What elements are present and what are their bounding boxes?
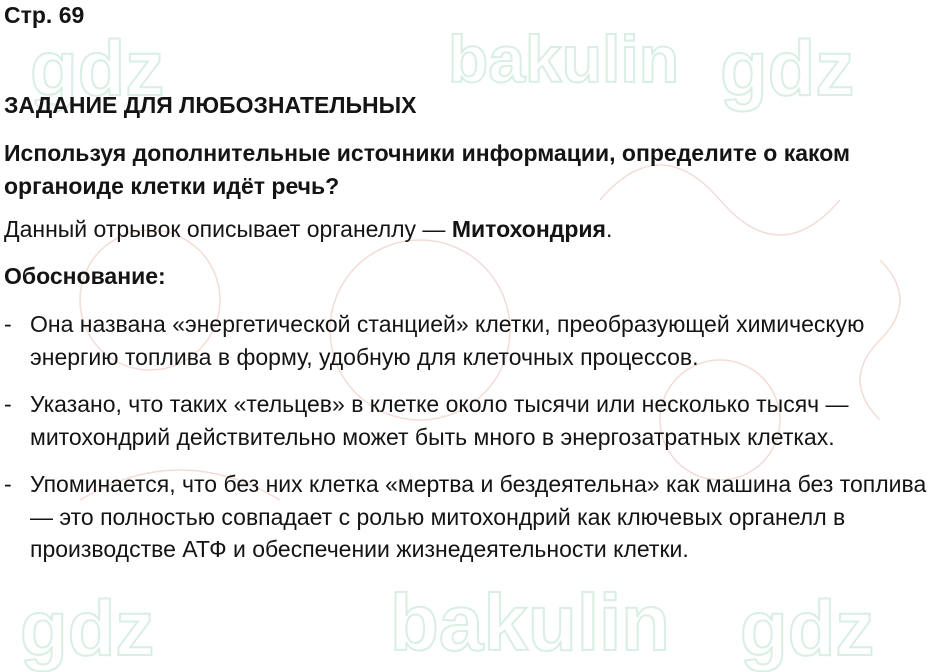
bullet-marker: - xyxy=(4,391,12,417)
list-item xyxy=(4,388,948,453)
answer-prefix: Данный отрывок описывает органеллу — xyxy=(4,216,452,242)
page-number: Стр. 69 xyxy=(4,2,85,28)
watermark-text: gdz xyxy=(740,584,875,672)
watermark-text: gdz xyxy=(720,24,855,112)
watermark-text: bakulin xyxy=(448,22,680,96)
watermark-text: bakulin xyxy=(390,578,671,667)
answer-suffix: . xyxy=(605,216,613,242)
reasoning-list xyxy=(4,308,948,581)
list-item-text: Она названа «энергетической станцией» клетки, преобразующей химическую энергию топлива в форму, удобную для клеточных процессов. xyxy=(30,311,865,370)
task-title: ЗАДАНИЕ ДЛЯ ЛЮБОЗНАТЕЛЬНЫХ xyxy=(4,92,417,118)
bullet-marker: - xyxy=(4,471,12,497)
list-item-text: Упоминается, что без них клетка «мертва и бездеятельна» как машина без топлива — это полностью совпадает с ролью митохондрий как ключевых органелл в производстве АТФ и обеспечении жизнедеятельности клетки. xyxy=(30,471,927,562)
reasoning-title: Обоснование: xyxy=(4,263,166,289)
answer-line xyxy=(4,214,612,244)
list-item xyxy=(4,308,948,373)
list-item xyxy=(4,468,948,566)
answer-organelle: Митохондрия xyxy=(451,216,606,242)
question-text: Используя дополнительные источники информации, определите о каком органоиде клетки идёт речь? xyxy=(4,140,851,199)
watermark-text: gdz xyxy=(30,24,165,112)
list-item-text: Указано, что таких «тельцев» в клетке около тысячи или несколько тысяч — митохондрий действительно может быть много в энергозатратных клетках. xyxy=(30,391,849,450)
watermark-text: gdz xyxy=(20,584,155,672)
bullet-marker: - xyxy=(4,311,12,337)
